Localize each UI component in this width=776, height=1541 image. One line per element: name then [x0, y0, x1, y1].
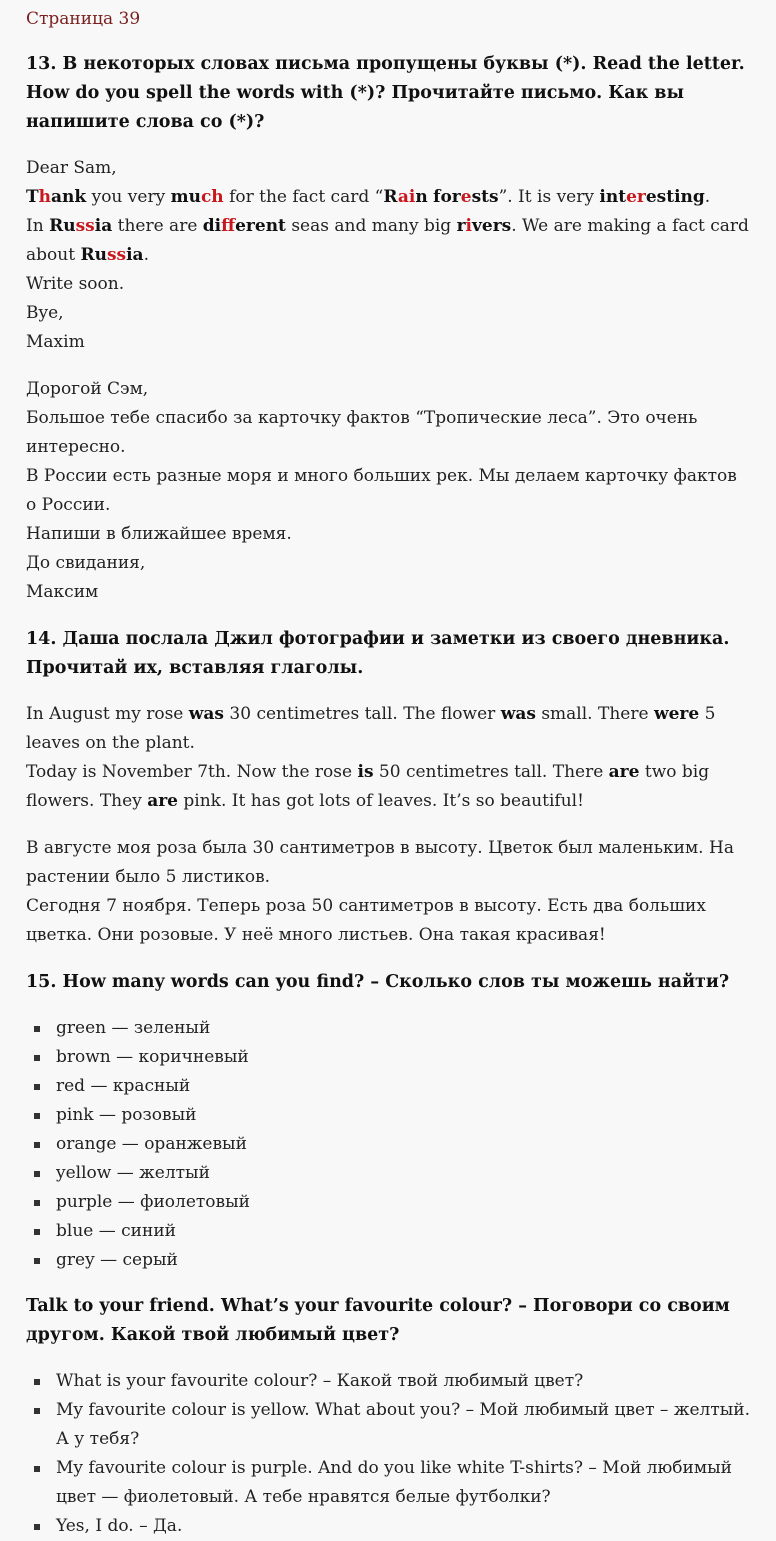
list-item: pink — розовый	[56, 1101, 752, 1130]
page-label: Страница 39	[26, 9, 141, 29]
diary-english	[26, 700, 752, 816]
letter-english	[26, 154, 752, 357]
dialogue-list	[26, 1367, 752, 1541]
exercise-13-heading: 13. В некоторых словах письма пропущены буквы (*). Read the letter. How do you spell the words with (*)? Прочитайте письмо. Как вы напишите слова со (*)?	[26, 54, 745, 132]
exercise-15-heading: 15. How many words can you find? – Сколько слов ты можешь найти?	[26, 972, 730, 992]
letter-line-1: Thank you very much for the fact card “Rain forests”. It is very interesting.	[26, 187, 711, 207]
list-item: grey — серый	[56, 1246, 752, 1275]
diary-russian	[26, 834, 752, 950]
list-item: blue — синий	[56, 1217, 752, 1246]
list-item: brown — коричневый	[56, 1043, 752, 1072]
diary-ru-1: В августе моя роза была 30 сантиметров в высоту. Цветок был маленьким. На растении было 5 листиков.	[26, 838, 734, 887]
colors-list	[26, 1014, 752, 1275]
diary-en-1: In August my rose was 30 centimetres tall. The flower was small. There were 5 leaves on the plant.	[26, 704, 716, 753]
ru-line: В России есть разные моря и много больших рек. Мы делаем карточку фактов о России.	[26, 466, 737, 515]
letter-russian	[26, 375, 752, 607]
list-item: yellow — желтый	[56, 1159, 752, 1188]
list-item: red — красный	[56, 1072, 752, 1101]
list-item: green — зеленый	[56, 1014, 752, 1043]
list-item: Yes, I do. – Да.	[56, 1512, 752, 1541]
ru-line: Большое тебе спасибо за карточку фактов “Тропические леса”. Это очень интересно.	[26, 408, 698, 457]
letter-signature: Maxim	[26, 332, 85, 352]
letter-line-2: In Russia there are different seas and many big rivers. We are making a fact card about Russia.	[26, 216, 749, 265]
letter-line-4: Bye,	[26, 303, 64, 323]
letter-line-3: Write soon.	[26, 274, 125, 294]
diary-en-2: Today is November 7th. Now the rose is 50 centimetres tall. There are two big flowers. They are pink. It has got lots of leaves. It’s so beautiful!	[26, 762, 710, 811]
list-item: What is your favourite colour? – Какой твой любимый цвет?	[56, 1367, 752, 1396]
list-item: orange — оранжевый	[56, 1130, 752, 1159]
talk-heading: Talk to your friend. What’s your favourite colour? – Поговори со своим другом. Какой твой любимый цвет?	[26, 1296, 730, 1345]
ru-line: Напиши в ближайшее время.	[26, 524, 292, 544]
list-item: My favourite colour is purple. And do you like white T-shirts? – Мой любимый цвет — фиолетовый. А тебе нравятся белые футболки?	[56, 1454, 752, 1512]
diary-ru-2: Сегодня 7 ноября. Теперь роза 50 сантиметров в высоту. Есть два больших цветка. Они розовые. У неё много листьев. Она такая красивая!	[26, 896, 706, 945]
ru-line: Максим	[26, 582, 99, 602]
list-item: My favourite colour is yellow. What about you? – Мой любимый цвет – желтый. А у тебя?	[56, 1396, 752, 1454]
ru-line: До свидания,	[26, 553, 146, 573]
exercise-14-heading: 14. Даша послала Джил фотографии и заметки из своего дневника. Прочитай их, вставляя глаголы.	[26, 629, 730, 678]
list-item: purple — фиолетовый	[56, 1188, 752, 1217]
letter-greeting: Dear Sam,	[26, 158, 117, 178]
ru-line: Дорогой Сэм,	[26, 379, 149, 399]
